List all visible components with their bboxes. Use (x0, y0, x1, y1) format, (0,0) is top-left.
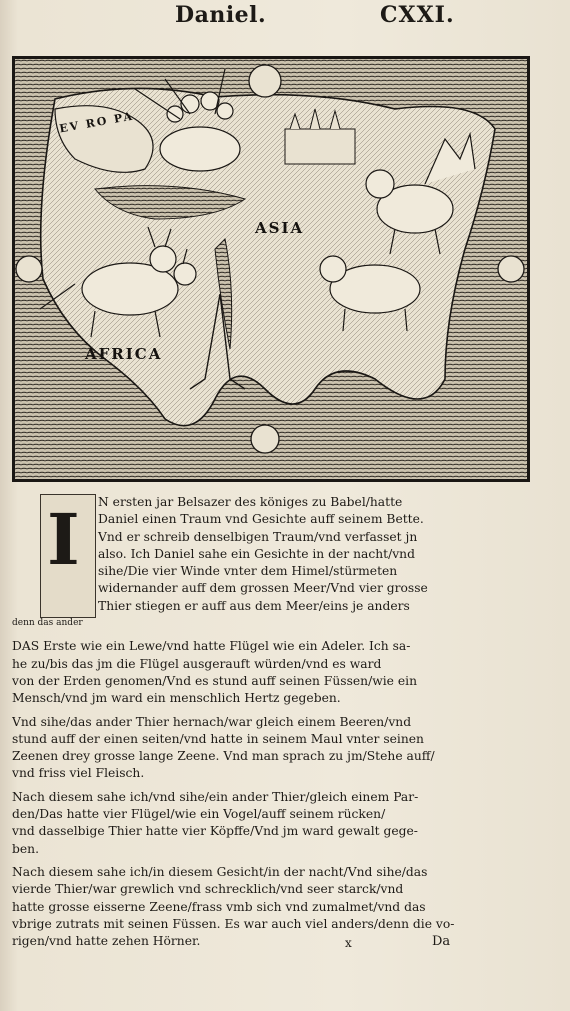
text-line: Vnd sihe/das ander Thier hernach/war gleich einem Beeren/vnd (12, 714, 412, 729)
paragraph-4 (12, 789, 464, 858)
text-line: vierde Thier/war grewlich vnd schrecklich/vnd seer starck/vnd (12, 882, 404, 897)
text-line: sihe/Die vier Winde vnter dem Himel/stürmeten (98, 564, 398, 579)
text-line: Nach diesem sahe ich/in diesem Gesicht/in der nacht/Vnd sihe/das (12, 864, 428, 879)
wind-head-north (249, 65, 281, 97)
text-line: rigen/vnd hatte zehen Hörner. (12, 934, 201, 949)
paragraph-2 (12, 638, 464, 707)
folio-number: CXXI. (380, 2, 455, 28)
label-asia: ASIA (255, 219, 305, 237)
text-line: N ersten jar Belsazer des königes zu Babel/hatte (98, 495, 403, 509)
text-line: stund auff der einen seiten/vnd hatte in seinem Maul vnter seinen (12, 731, 424, 746)
signature-mark: x (345, 936, 352, 950)
text-line: von der Erden genomen/Vnd es stund auff seinen Füssen/wie ein (12, 673, 417, 688)
text-line: Mensch/vnd jm ward ein menschlich Hertz gegeben. (12, 691, 341, 706)
text-line: ben. (12, 841, 39, 856)
text-line: Thier stiegen er auff aus dem Meer/eins je anders (98, 598, 410, 613)
wind-head-west (16, 256, 42, 282)
text-line: vbrige zutrats mit seinen Füssen. Es war auch viel anders/denn die vo- (12, 916, 455, 931)
running-head-book: Daniel. (175, 2, 267, 28)
text-line: Zeenen drey grosse lange Zeene. Vnd man sprach zu jm/Stehe auff/ (12, 749, 435, 764)
paragraph-1 (12, 494, 464, 632)
text-line: den/Das hatte vier Flügel/wie ein Vogel/auff seinem rücken/ (12, 807, 386, 822)
text-line: widernander auff dem grossen Meer/Vnd vier grosse (98, 581, 428, 596)
catchword: Da (432, 934, 451, 949)
text-line: denn das ander (12, 618, 83, 629)
text-line: vnd friss viel Fleisch. (12, 766, 145, 781)
paragraph-3 (12, 714, 464, 783)
label-europa: EV RO PA (58, 109, 135, 136)
text-line: he zu/bis das jm die Flügel ausgerauft würden/vnd es ward (12, 656, 382, 671)
scripture-text (12, 494, 464, 956)
label-africa: AFRICA (85, 345, 163, 363)
woodcut-map-illustration (12, 56, 530, 482)
text-line: Vnd er schreib denselbigen Traum/vnd verfasset jn (98, 529, 418, 544)
paragraph-5 (12, 864, 464, 950)
text-line: vnd dasselbige Thier hatte vier Köpffe/Vnd jm ward gewalt gege- (12, 824, 418, 839)
text-line: Daniel einen Traum vnd Gesichte auff seinem Bette. (98, 512, 424, 527)
text-line: Nach diesem sahe ich/vnd sihe/ein ander Thier/gleich einem Par- (12, 789, 419, 804)
initial-letter: I (47, 498, 80, 581)
text-line: also. Ich Daniel sahe ein Gesichte in der nacht/vnd (98, 546, 415, 561)
wind-head-east (498, 256, 524, 282)
text-line: hatte grosse eisserne Zeene/frass vmb sich vnd zumalmet/vnd das (12, 899, 426, 914)
wind-head-south (251, 425, 279, 453)
text-line: DAS Erste wie ein Lewe/vnd hatte Flügel wie ein Adeler. Ich sa- (12, 639, 411, 654)
